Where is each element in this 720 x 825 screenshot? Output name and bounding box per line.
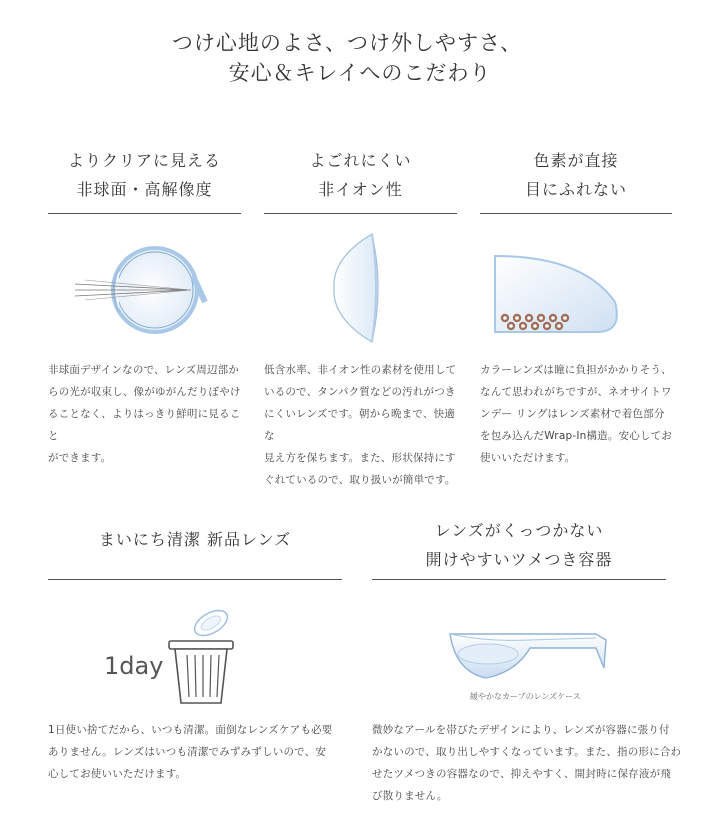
feature-wrapin-body (480, 359, 690, 469)
body-line: ンデー リングはレンズ素材で着色部分 (480, 408, 665, 420)
body-line: 使いいただけます。 (480, 452, 576, 464)
body-line: び散りません。 (372, 790, 448, 802)
headline-line-1: つけ心地のよさ、つけ外しやすさ、 (171, 31, 523, 55)
section-divider (480, 213, 672, 214)
feature-title-line-1: レンズがくっつかない (434, 521, 604, 540)
feature-title-line-2: 非イオン性 (318, 180, 403, 199)
feature-nonionic-title (264, 146, 457, 204)
lens-side-illustration (330, 228, 390, 348)
headline-line-2: 安心＆キレイへのこだわり (228, 61, 492, 85)
body-line: を包み込んだWrap-In構造。安心してお (480, 430, 673, 442)
body-line: ができます。 (48, 452, 112, 464)
feature-wrapin-title (480, 146, 672, 204)
trash-can-icon (163, 607, 243, 707)
body-line: カラーレンズは瞳に負担がかかりそう、 (480, 364, 672, 376)
feature-title-line-2: 非球面・高解像度 (76, 180, 213, 199)
section-divider (48, 213, 241, 214)
body-line: 非球面デザインなので、レンズ周辺部か (48, 364, 240, 376)
body-line: 1日使い捨てだから、いつも清潔。面倒なレンズケアも必要 (48, 724, 333, 736)
section-divider (264, 213, 457, 214)
body-line: 見え方を保ちます。また、形状保持にす (264, 452, 456, 464)
body-line: らの光が収束し、像がゆがんだりぼやけ (48, 386, 241, 398)
feature-title-line-2: 開けやすいツメつき容器 (425, 550, 613, 569)
feature-case-body (372, 719, 682, 807)
eye-illustration (75, 240, 215, 340)
lens-case-caption: 緩やかなカーブのレンズケース (470, 692, 581, 701)
body-line: かないので、取り出しやすくなっています。また、指の形に合わ (372, 746, 682, 758)
body-line: ることなく、よりはっきり鮮明に見ること (48, 408, 241, 442)
body-line: 心してお使いいただけます。 (48, 768, 187, 780)
section-divider (48, 579, 342, 580)
page-headline (0, 28, 720, 88)
one-day-label: 1day (104, 652, 164, 680)
section-divider (372, 579, 666, 580)
feature-aspheric-body (48, 359, 248, 469)
feature-nonionic-body (264, 359, 464, 491)
feature-title-line-1: よごれにくい (309, 151, 412, 170)
feature-daily-title (48, 525, 342, 554)
feature-title-line-1: まいにち清潔 新品レンズ (98, 530, 292, 549)
wrap-in-cross-section-illustration (493, 252, 623, 337)
body-line: にくいレンズです。朝から晩まで、快適な (264, 408, 455, 442)
feature-case-title (372, 516, 666, 574)
body-line: 低含水率、非イオン性の素材を使用して (264, 364, 457, 376)
body-line: いるので、タンパク質などの汚れがつき (264, 386, 456, 398)
body-line: なんて思われがちですが、ネオサイトワ (480, 386, 672, 398)
feature-daily-body (48, 719, 358, 785)
feature-aspheric-title (48, 146, 241, 204)
body-line: 微妙なアールを帯びたデザインにより、レンズが容器に張り付 (372, 724, 670, 736)
body-line: せたツメつきの容器なので、抑えやすく、開封時に保存液が飛 (372, 768, 671, 780)
lens-case-illustration (446, 628, 611, 684)
feature-title-line-2: 目にふれない (524, 180, 627, 199)
feature-title-line-1: 色素が直接 (533, 151, 619, 170)
body-line: ありません。レンズはいつも清潔でみずみずしいので、安 (48, 746, 327, 758)
body-line: ぐれているので、取り扱いが簡単です。 (264, 474, 456, 486)
feature-title-line-1: よりクリアに見える (67, 151, 221, 170)
